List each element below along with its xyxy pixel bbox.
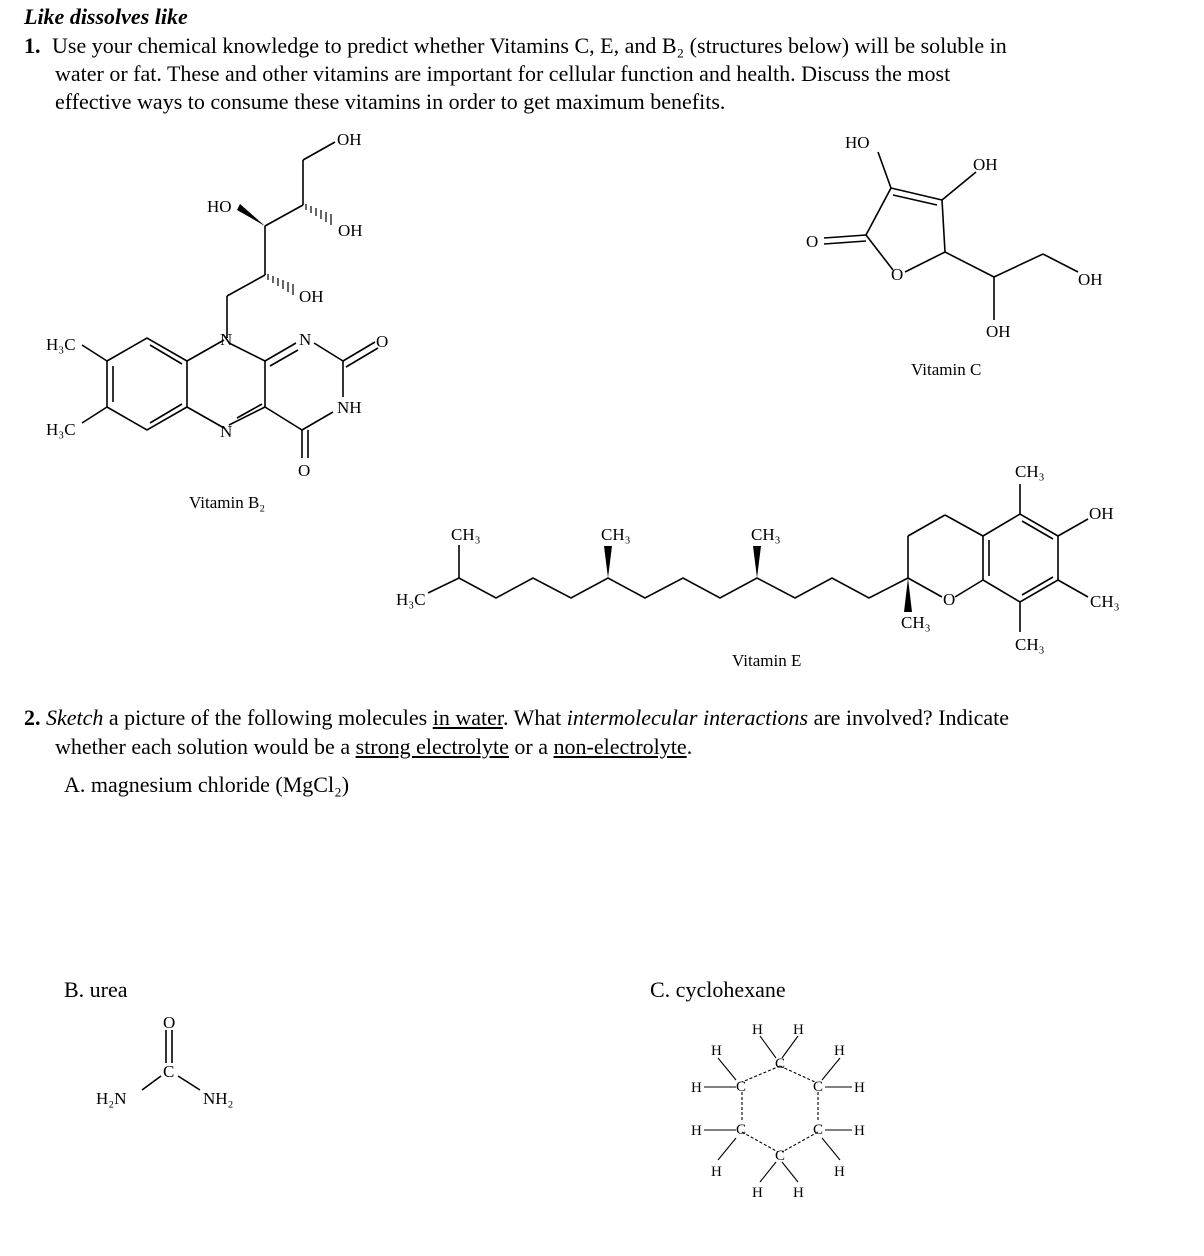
vitamin-e-caption: Vitamin E [732, 651, 802, 670]
urea-nh2: NH₂ [203, 1089, 234, 1108]
e-o-ring: O [943, 590, 956, 609]
cyclohexane-h: H [834, 1164, 845, 1180]
vitamin-e-structure [396, 462, 1120, 670]
cyclohexane-h: H [854, 1080, 865, 1096]
b2-oh-top: OH [337, 130, 362, 149]
b2-n2: N [220, 422, 233, 441]
subquestion-a: A. magnesium chloride (MgCl₂) [64, 772, 350, 797]
cyclohexane-h: H [854, 1123, 865, 1139]
q2-text-6: . [686, 734, 693, 759]
cyclohexane-h: H [793, 1022, 804, 1038]
b2-nh: NH [337, 398, 362, 417]
e-ch3-2: CH₃ [601, 525, 631, 544]
urea-structure [96, 1013, 233, 1108]
urea-h2n: H₂N [96, 1089, 127, 1108]
question-2-line-1 [24, 703, 1184, 732]
e-h3c: H₃C [396, 590, 426, 609]
question-2-number: 2. [24, 705, 41, 730]
c-oh2: OH [986, 322, 1011, 341]
q2-non-electrolyte: non-electrolyte [553, 734, 687, 759]
q2-in-water: in water [432, 705, 503, 730]
question-1-line-3: effective ways to consume these vitamins in order to get maximum benefits. [55, 89, 726, 114]
question-1-number: 1. [24, 33, 41, 58]
c-oh3: OH [1078, 270, 1103, 289]
q2-text-5: or a [508, 734, 554, 759]
b2-h3c-b: H₃C [46, 420, 76, 439]
cyclohexane-h: H [711, 1043, 722, 1059]
urea-o: O [163, 1013, 176, 1032]
b2-oh-low: OH [299, 287, 324, 306]
q2-text-3: are involved? Indicate [808, 705, 1010, 730]
question-1-line-2: water or fat. These and other vitamins are important for cellular function and health. Discuss the most [55, 61, 951, 86]
vitamin-c-structure [806, 133, 1103, 379]
e-ch3-ring: CH₃ [901, 613, 931, 632]
question-2 [24, 703, 1184, 761]
cyclohexane-c: C [736, 1122, 747, 1138]
cyclohexane-h: H [691, 1080, 702, 1096]
e-ch3-bottom: CH₃ [1015, 635, 1045, 654]
c-o-ring: O [891, 265, 904, 284]
c-oh1: OH [973, 155, 998, 174]
urea-c: C [163, 1062, 175, 1081]
section-heading: Like dissolves like [24, 4, 188, 29]
q2-text-1: a picture of the following molecules [103, 705, 433, 730]
q2-strong-electrolyte: strong electrolyte [355, 734, 509, 759]
e-oh: OH [1089, 504, 1114, 523]
b2-o2: O [298, 461, 311, 480]
b2-oh-mid: OH [338, 221, 363, 240]
cyclohexane-h: H [691, 1123, 702, 1139]
subquestion-c: C. cyclohexane [650, 977, 786, 1002]
b2-o1: O [376, 332, 389, 351]
question-1-line-1: Use your chemical knowledge to predict whether Vitamins C, E, and B₂ (structures below) will be soluble in [52, 33, 1007, 58]
cyclohexane-h: H [711, 1164, 722, 1180]
b2-n1: N [220, 330, 233, 349]
cyclohexane-structure [691, 1022, 865, 1201]
vitamin-b2-caption: Vitamin B₂ [189, 493, 266, 512]
c-o-keto: O [806, 232, 819, 251]
b2-ho: HO [207, 197, 232, 216]
vitamin-b2-structure [46, 130, 388, 512]
q2-intermolecular: intermolecular interactions [566, 705, 809, 730]
e-ch3-3: CH₃ [751, 525, 781, 544]
cyclohexane-h: H [793, 1185, 804, 1201]
b2-n3: N [299, 330, 312, 349]
question-2-line-2 [24, 732, 1184, 761]
e-ch3-right: CH₃ [1090, 592, 1120, 611]
cyclohexane-h: H [752, 1185, 763, 1201]
e-ch3-1: CH₃ [451, 525, 481, 544]
cyclohexane-c: C [775, 1148, 786, 1164]
e-ch3-top: CH₃ [1015, 462, 1045, 481]
cyclohexane-h: H [752, 1022, 763, 1038]
q2-sketch: Sketch [46, 705, 104, 730]
c-ho: HO [845, 133, 870, 152]
cyclohexane-c: C [736, 1079, 747, 1095]
q2-text-4: whether each solution would be a [55, 734, 356, 759]
cyclohexane-c: C [775, 1056, 786, 1072]
cyclohexane-h: H [834, 1043, 845, 1059]
cyclohexane-c: C [813, 1122, 824, 1138]
b2-h3c-a: H₃C [46, 335, 76, 354]
q2-text-2: . What [502, 705, 567, 730]
subquestion-b: B. urea [64, 977, 128, 1002]
cyclohexane-c: C [813, 1079, 824, 1095]
vitamin-c-caption: Vitamin C [911, 360, 982, 379]
